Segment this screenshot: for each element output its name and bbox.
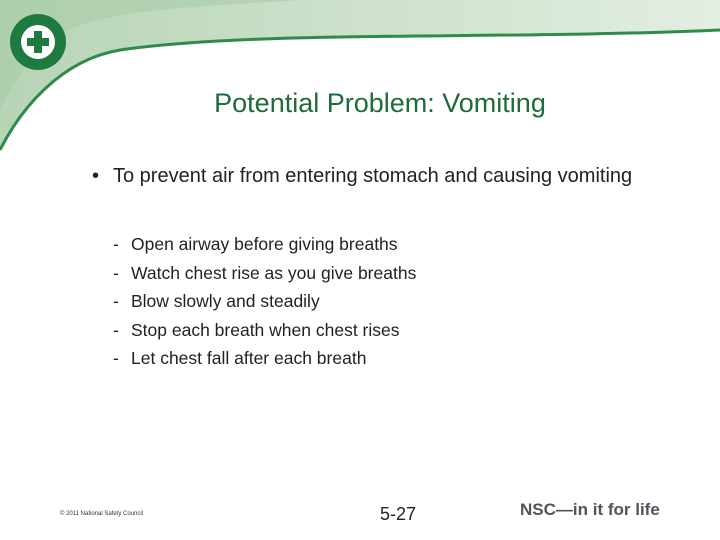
main-bullet	[92, 162, 673, 190]
sub-bullet-item: - Let chest fall after each breath	[113, 348, 367, 368]
bullet-marker: •	[92, 165, 100, 187]
page-number: 5-27	[380, 504, 417, 524]
sub-bullet-item: - Blow slowly and steadily	[113, 291, 320, 311]
header-band	[0, 0, 720, 170]
nsc-logo	[8, 12, 68, 72]
sub-bullet-item: - Stop each breath when chest rises	[113, 319, 400, 340]
nsc-brand-mark: NSC—in it for life	[520, 500, 660, 519]
slide-title: Potential Problem: Vomiting	[214, 88, 546, 118]
copyright-text: © 2011 National Safety Council	[60, 511, 144, 517]
sub-bullet-item: - Open airway before giving breaths	[113, 234, 398, 254]
main-bullet-text: To prevent air from entering stomach and causing vomiting	[113, 165, 633, 187]
sub-bullet-item: - Watch chest rise as you give breaths	[113, 262, 417, 283]
sub-bullet-list	[113, 230, 416, 373]
